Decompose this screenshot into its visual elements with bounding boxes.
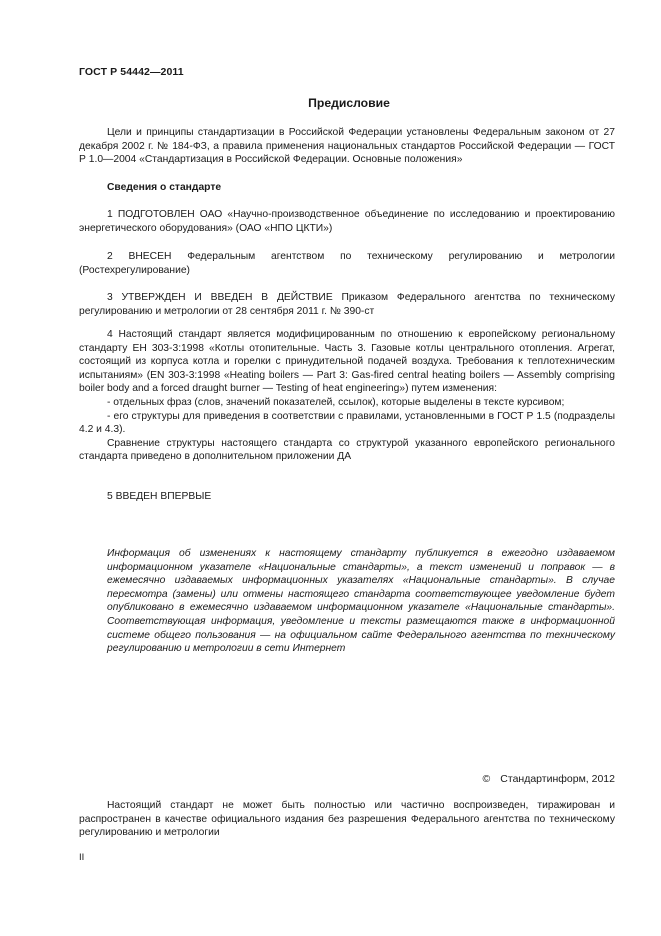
item-3-section — [79, 291, 615, 318]
document-code: ГОСТ Р 54442—2011 — [79, 66, 184, 78]
change-info-paragraph: Информация об изменениях к настоящему стандарту публикуется в ежегодно издаваемом информационном указателе «Национальные стандарты», а текст изменений и поправок — в ежемесячно издаваемых информационных указателях «Национальные стандарты». В случае пересмотра (замены) или отмены настоящего стандарта соответствующее уведомление будет опубликовано в ежемесячно издаваемом информационном указателе «Национальные стандарты». Соответствующая информация, уведомление и тексты размещаются также в информационной системе общего пользования — на официальном сайте Федерального агентства по техническому регулированию и метрологии в сети Интернет — [107, 548, 615, 655]
item-1-paragraph: 1 ПОДГОТОВЛЕН ОАО «Научно-производственное объединение по исследованию и проектированию энергетического оборудования» (ОАО «НПО ЦКТИ») — [79, 209, 615, 234]
item-1-section — [79, 208, 615, 235]
copyright-text: Стандартинформ, 2012 — [500, 773, 615, 785]
item-4-section — [79, 328, 615, 464]
change-info-section — [107, 547, 615, 656]
item-2-paragraph: 2 ВНЕСЕН Федеральным агентством по техническому регулированию и метрологии (Ростехрегулирование) — [79, 251, 615, 276]
item-5-section — [79, 490, 615, 504]
item-3-paragraph: 3 УТВЕРЖДЕН И ВВЕДЕН В ДЕЙСТВИЕ Приказом Федерального агентства по техническому регулированию и метрологии от 28 сентября 2011 г. № 390-ст — [79, 292, 615, 317]
item-4-dash-1: - отдельных фраз (слов, значений показателей, ссылок), которые выделены в тексте курсивом; — [107, 396, 565, 408]
reproduction-notice: Настоящий стандарт не может быть полностью или частично воспроизведен, тиражирован и распространен в качестве официального издания без разрешения Федерального агентства по техническому регулированию и метрологии — [79, 800, 615, 839]
reproduction-notice-section — [79, 799, 615, 840]
standard-info-heading: Сведения о стандарте — [107, 182, 222, 193]
intro-section — [79, 126, 615, 167]
item-4-paragraph: 4 Настоящий стандарт является модифицированным по отношению к европейскому региональному стандарту ЕН 303-3:1998 «Котлы отопительные. Часть 3. Газовые котлы центрального отопления. Агрегат, состоящий из корпуса котла и горелки с принудительной подачей воздуха. Требования к теплотехническим испытаниям» (EN 303-3:1998 «Heating boilers — Part 3: Gas-fired central heating boilers — Assembly comprising boiler body and a forced draught burner — Testing of heat engineering») путем изменения: — [79, 329, 615, 395]
item-2-section — [79, 250, 615, 277]
item-5-paragraph: 5 ВВЕДЕН ВПЕРВЫЕ — [107, 491, 212, 502]
page-title: Предисловие — [308, 96, 390, 110]
copyright-line — [483, 773, 615, 787]
copyright-icon: © — [482, 773, 491, 785]
item-4-dash-2: - его структуры для приведения в соответствии с правилами, установленными в ГОСТ Р 1.5 (подразделы 4.2 и 4.3). — [79, 410, 615, 436]
page-number: II — [79, 852, 85, 863]
item-4-comparison: Сравнение структуры настоящего стандарта со структурой указанного европейского регионального стандарта приведено в дополнительном приложении ДА — [79, 437, 615, 463]
intro-paragraph: Цели и принципы стандартизации в Российской Федерации установлены Федеральным законом от 27 декабря 2002 г. № 184-ФЗ, а правила применения национальных стандартов Российской Федерации — ГОСТ Р 1.0—2004 «Стандартизация в Российской Федерации. Основные положения» — [79, 127, 615, 166]
